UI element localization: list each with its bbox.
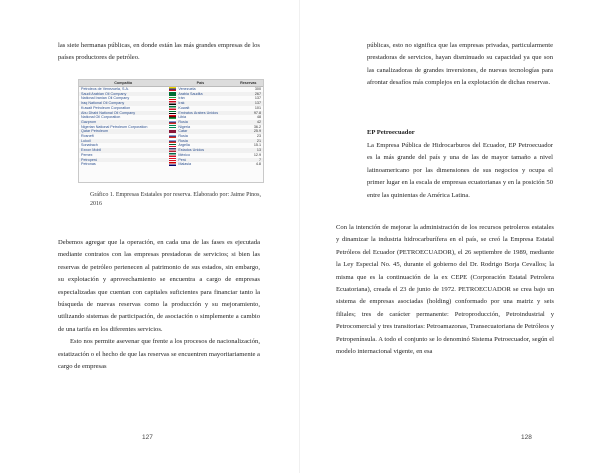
company-name: Kuwait Petroleum Corporation xyxy=(81,105,131,110)
company-name: National Iranian Oil Company xyxy=(81,96,130,101)
country-flag-icon xyxy=(169,144,176,148)
reserves-value: 12.9 xyxy=(253,152,261,157)
company-name: Rosneft xyxy=(81,134,94,139)
reserves-value: 21 xyxy=(234,139,263,144)
country-name: Kuwait xyxy=(178,105,190,110)
figure-caption: Gráfico 1. Empresas Estatales por reserva. Elaborado por: Jaime Pinos, 2016 xyxy=(90,192,261,207)
country-name: Venezuela xyxy=(178,87,196,91)
country-flag-icon xyxy=(169,148,176,152)
country-flag-icon xyxy=(169,101,176,105)
paragraph-nationalization: Esto nos permite asevenar que frente a los procesos de nacionalización, estatización o el hecho de que las reservas se encuentren mayoritariamente a cargo de empresas xyxy=(58,338,260,371)
country-flag-icon xyxy=(169,162,176,166)
reserves-value: 137 xyxy=(234,101,263,106)
reserves-value: 300 xyxy=(254,87,261,91)
reserves-value: 15.1 xyxy=(253,143,261,148)
company-name: Petroperú xyxy=(79,158,167,163)
company-name: Exxon Mobil xyxy=(79,148,167,153)
company-name: Abu Dhabi National Oil Company xyxy=(79,111,167,116)
company-name: Pemex xyxy=(81,152,93,157)
country-name: Nigeria xyxy=(178,124,190,129)
country-flag-icon xyxy=(169,139,176,143)
country-name: Malasia xyxy=(178,162,192,167)
right-top-paragraph: públicas, esto no significa que las empresas privadas, particularmente prestadoras de servicios, hayan disminuado su capacidad ya que son las canalizadoras de grandes inversiones, de nuevas tecnologías para afrontar desafíos más complejos en la explotación de dichas reservas. xyxy=(367,42,553,87)
country-name: Argelia xyxy=(178,143,190,148)
reserves-value: 36.2 xyxy=(253,124,261,129)
country-name: México xyxy=(178,152,190,157)
reserves-value: 42 xyxy=(234,120,263,125)
country-name: Rusia xyxy=(178,138,188,143)
reserves-value: 48 xyxy=(256,115,261,120)
country-flag-icon xyxy=(169,125,176,129)
country-flag-icon xyxy=(169,92,176,96)
country-flag-icon xyxy=(169,106,176,110)
reserves-value: 13 xyxy=(234,148,263,153)
reserves-value: 25.9 xyxy=(234,129,263,134)
history-paragraph: Con la intención de mejorar la administración de los recursos petroleros estatales y dinamizar la industria hidrocarburífera en el país, se creó la Empresa Estatal Petróleos del Ecuador (PETROECUADOR), el 26 septiembre de 1989, mediante la Ley Especial No. 45, durante el gobierno del Dr. Rodrigo Borja Cevallos; la misma que es la continuación de la ex CEPE (Corporación Estatal Petrolera Ecuatoriana), creada el 23 de junio de 1972. PETROECUADOR se crea bajo un sistema de empresas asociadas (holding) conformado por una matriz y seis filiales; tres de carácter permanente: Petroproducción, Petroindustrial y Petrocomercial y tres transitorias: Petroamazonas, Transecuatoriana de Petróleos y Petropenínsula. A todo el conjunto se lo denominó Sistema Petroecuador, según el modelo internacional vigente, en esa xyxy=(336,224,554,356)
reserves-value: 137 xyxy=(254,96,261,101)
page-number-right: 128 xyxy=(521,434,532,441)
header-company: Compañía xyxy=(79,80,167,87)
country-name: Rusia xyxy=(178,134,188,139)
company-name: Qatar Petroleum xyxy=(79,129,167,134)
company-name: National Oil Corporation xyxy=(81,115,121,120)
country-name: Estados Unidos xyxy=(178,148,205,153)
country-flag-icon xyxy=(169,130,176,134)
company-name: Gazprom xyxy=(79,120,167,125)
country-name: Rusia xyxy=(178,119,188,124)
section-heading: EP Petroecuador xyxy=(367,129,415,136)
reserves-table-figure xyxy=(78,79,264,183)
reserves-value: 23 xyxy=(256,134,261,139)
reserves-value: 4.8 xyxy=(255,162,261,167)
country-flag-icon xyxy=(169,97,176,101)
country-name: Libia xyxy=(178,115,187,120)
company-name: Petroleos de Venezuela, S.A. xyxy=(81,87,129,91)
reserves-value: 101 xyxy=(254,105,261,110)
table-body xyxy=(79,87,263,167)
reserves-value: 97.8 xyxy=(234,111,263,116)
country-name: Emiratos Árabes Unidos xyxy=(178,110,219,115)
page-number-left: 127 xyxy=(142,434,153,441)
header-reserves: Reservas xyxy=(234,80,263,87)
reserves-table xyxy=(79,80,263,167)
ep-paragraph: La Empresa Pública de Hidrocarburos del Ecuador, EP Petroecuador es la más grande del país y una de las de mayor tamaño a nivel latinoamericano por las dimensiones de sus negocios y ocupa el primer lugar en la escala de empresas ecuatorianas y en la posición 50 entre las quinientas de América Latina. xyxy=(367,142,553,199)
table-row xyxy=(79,162,263,167)
company-name: Saudi Arabian Oil Company xyxy=(79,92,167,97)
country-flag-icon xyxy=(169,115,176,119)
company-name: Iraq National Oil Company xyxy=(79,101,167,106)
paragraph-operation: Debemos agregar que la operación, en cada una de las fases es ejecutada mediante contratos con las empresas prestadoras de servicios; si bien las reservas de petróleo pertenecen al patrimonio de sus estados, sin embargo, su explotación y aprovechamiento se encuentra a cargo de empresas especializadas que cuentan con capitales suficientes para financiar tanto la búsqueda de nuevas reservas como la producción y su mejoramiento, utilizando sistemas de participación, de asociación o simplemente a cambio de una tarifa en los diferentes servicios. xyxy=(58,239,260,333)
country-flag-icon xyxy=(169,120,176,124)
country-name: Perú xyxy=(178,157,187,162)
country-cell xyxy=(167,162,233,167)
header-country: País xyxy=(167,80,233,87)
left-body-text xyxy=(58,237,260,373)
country-flag-icon xyxy=(169,158,176,162)
company-name: Petronas xyxy=(81,162,96,167)
company-name: Lukoil xyxy=(79,139,167,144)
country-flag-icon xyxy=(169,111,176,115)
company-name: Sonatrach xyxy=(81,143,98,148)
country-flag-icon xyxy=(169,153,176,157)
company-name: Nigerian National Petroleum Corporation xyxy=(81,124,148,129)
left-top-paragraph: las siete hermanas públicas, en donde están las más grandes empresas de los países productores de petróleo. xyxy=(58,42,260,62)
country-flag-icon xyxy=(169,87,176,91)
country-name: Catar xyxy=(178,129,188,134)
country-name: Irán xyxy=(178,96,185,101)
reserves-value: 7 xyxy=(234,158,263,163)
country-flag-icon xyxy=(169,134,176,138)
country-name: Arabia Saudita xyxy=(178,91,203,96)
country-name: Irak xyxy=(178,101,185,106)
reserves-value: 267 xyxy=(234,92,263,97)
